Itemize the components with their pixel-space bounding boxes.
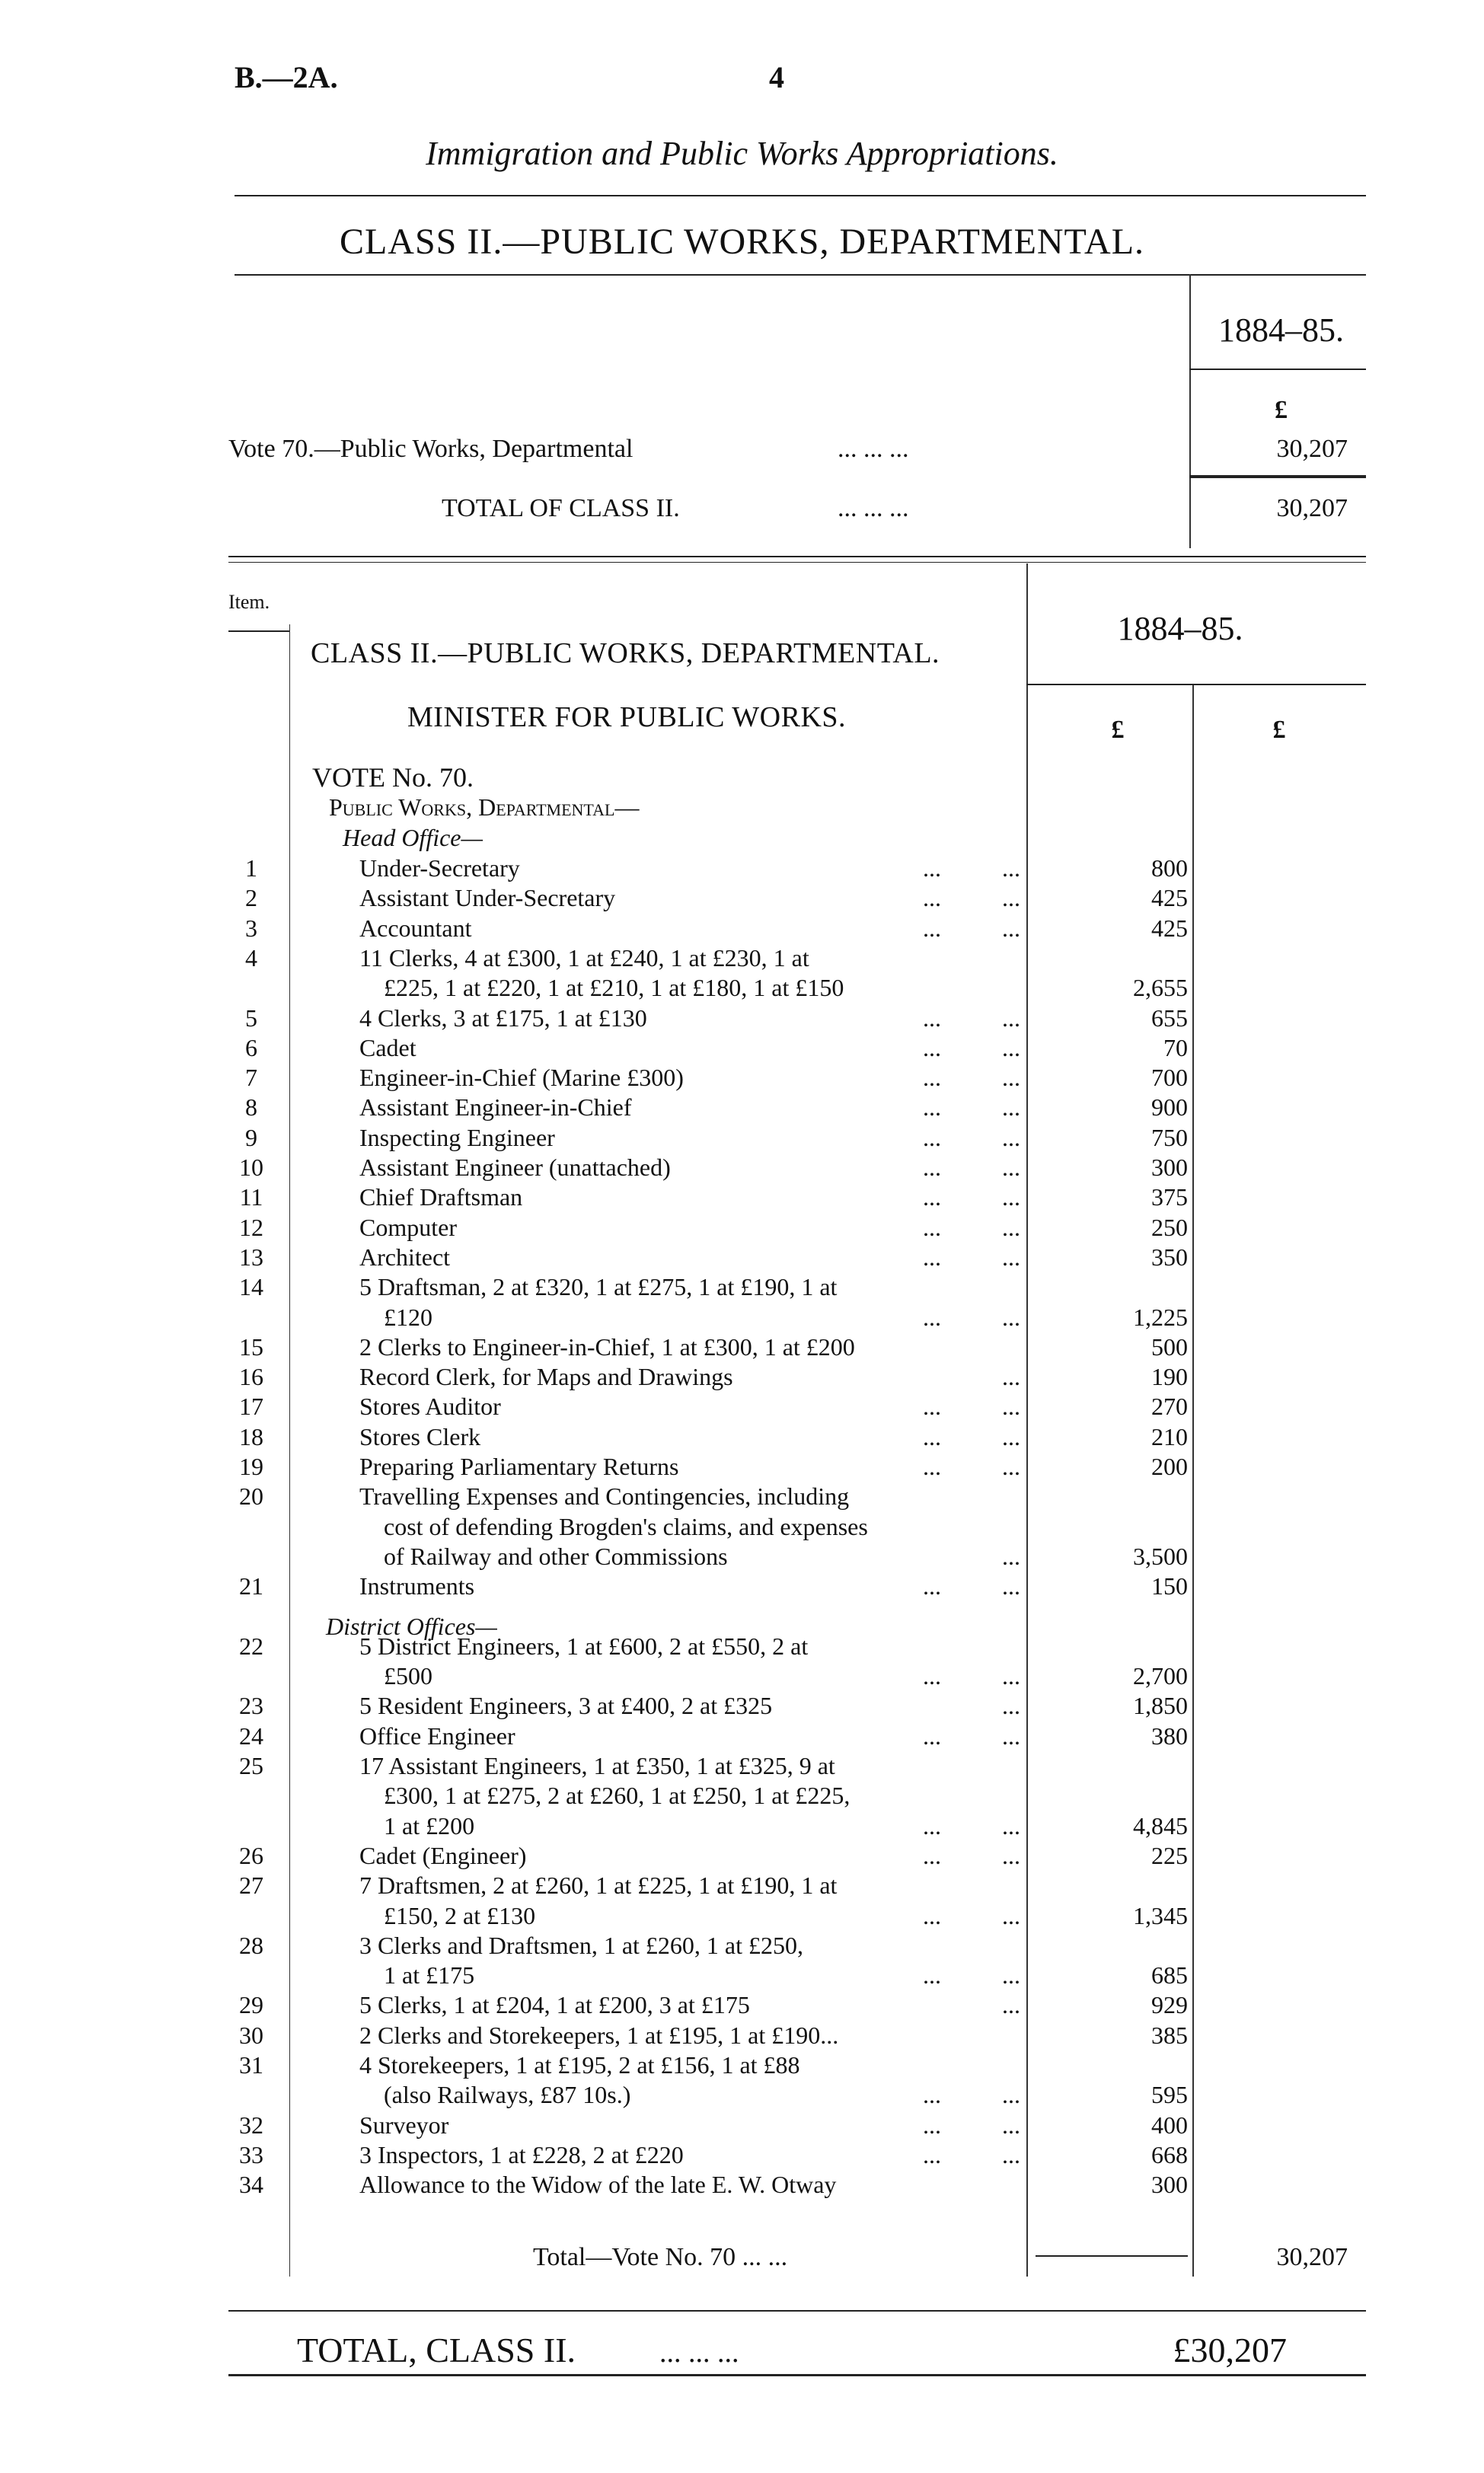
table-row <box>0 2110 1484 2140</box>
table-row <box>0 1481 1484 1511</box>
rule <box>1026 684 1366 685</box>
table-row <box>0 882 1484 913</box>
leader-dots: ... ... <box>923 1393 1020 1421</box>
leader-dots: ... ... <box>923 1722 1020 1750</box>
rule <box>1189 475 1366 478</box>
summary-vote-label: Vote 70.—Public Works, Departmental <box>228 435 633 463</box>
leader-dots: ... ... <box>923 884 1020 912</box>
item-amount: 685 <box>1151 1961 1188 1990</box>
table-row <box>0 1422 1484 1452</box>
item-description: of Railway and other Commissions <box>359 1542 728 1570</box>
total-vote-label: Total—Vote No. 70 ... ... <box>533 2243 788 2271</box>
item-number: 26 <box>239 1841 263 1869</box>
table-row <box>0 2020 1484 2050</box>
item-amount: 375 <box>1151 1183 1188 1211</box>
table-row <box>0 1690 1484 1721</box>
item-description: Office Engineer <box>359 1722 515 1750</box>
leader-dots: ... ... <box>923 854 1020 882</box>
item-number: 2 <box>245 884 257 912</box>
district-offices-heading: District Offices— <box>326 1613 497 1640</box>
item-description: 5 Draftsman, 2 at £320, 1 at £275, 1 at £190, 1 at <box>359 1273 838 1301</box>
item-description: Stores Auditor <box>359 1393 501 1421</box>
leader-dots: ... ... <box>923 2140 1020 2168</box>
table-row <box>0 1152 1484 1182</box>
item-description: Assistant Engineer (unattached) <box>359 1154 671 1181</box>
item-amount: 300 <box>1151 2171 1188 2199</box>
item-number: 14 <box>239 1273 263 1301</box>
item-number: 15 <box>239 1332 263 1361</box>
running-title: Immigration and Public Works Appropriations. <box>426 135 1058 172</box>
leader-dots: ... ... <box>923 1422 1020 1450</box>
vote-number: VOTE No. 70. <box>312 762 474 793</box>
item-amount: 500 <box>1151 1332 1188 1361</box>
item-number: 29 <box>239 1991 263 2019</box>
item-description: Assistant Under-Secretary <box>359 884 616 912</box>
item-description: 5 District Engineers, 1 at £600, 2 at £550, 2 at <box>359 1632 809 1660</box>
item-number: 11 <box>239 1183 263 1211</box>
item-amount: 70 <box>1163 1033 1188 1061</box>
leader-dots: ... ... <box>923 1064 1020 1092</box>
item-description: Computer <box>359 1213 457 1241</box>
item-number: 30 <box>239 2021 263 2049</box>
rule <box>235 195 1366 196</box>
rule <box>228 630 289 632</box>
grand-total-amount: £30,207 <box>1173 2331 1287 2369</box>
item-amount: 300 <box>1151 1154 1188 1181</box>
leader-dots: ... ... <box>923 1841 1020 1869</box>
leader-dots: ... ... <box>923 914 1020 942</box>
item-amount: 800 <box>1151 854 1188 882</box>
summary-total-label: TOTAL OF CLASS II. <box>442 494 680 522</box>
item-amount: 929 <box>1151 1991 1188 2019</box>
leader-dots: ... ... <box>923 1961 1020 1990</box>
summary-pound-sign: £ <box>1275 396 1288 424</box>
table-row <box>0 1571 1484 1601</box>
table-row <box>0 1631 1484 1661</box>
item-number: 10 <box>239 1154 263 1181</box>
item-amount: 750 <box>1151 1123 1188 1151</box>
leader-dots: ... ... <box>923 1243 1020 1271</box>
item-description: Chief Draftsman <box>359 1183 523 1211</box>
rule <box>228 2374 1366 2376</box>
item-amount: 425 <box>1151 914 1188 942</box>
item-amount: 1,850 <box>1133 1692 1188 1720</box>
table-row <box>0 2079 1484 2110</box>
pound-sign-col2: £ <box>1272 716 1286 744</box>
table-row <box>0 1272 1484 1302</box>
item-description: 1 at £200 <box>359 1811 475 1840</box>
table-row <box>0 1780 1484 1811</box>
table-row <box>0 2050 1484 2080</box>
table-row <box>0 1003 1484 1033</box>
leader-dots: ... ... <box>923 1303 1020 1331</box>
item-amount: 380 <box>1151 1722 1188 1750</box>
head-office-heading: Head Office— <box>343 824 483 851</box>
summary-total-amount: 30,207 <box>1276 494 1348 522</box>
item-number: 4 <box>245 943 257 972</box>
page-number: 4 <box>769 60 784 94</box>
item-amount: 668 <box>1151 2140 1188 2168</box>
leader-dots: ... ... <box>923 1662 1020 1690</box>
item-description: 17 Assistant Engineers, 1 at £350, 1 at £325, 9 at <box>359 1752 835 1779</box>
item-number: 9 <box>245 1123 257 1151</box>
table-row <box>0 1840 1484 1871</box>
table-row <box>0 1032 1484 1063</box>
pound-sign-col1: £ <box>1111 716 1125 744</box>
item-description: 5 Resident Engineers, 3 at £400, 2 at £325 <box>359 1692 773 1720</box>
item-number: 22 <box>239 1632 263 1660</box>
table-row <box>0 1511 1484 1542</box>
item-number: 24 <box>239 1722 263 1750</box>
summary-total-dots: ... ... ... <box>838 494 909 522</box>
leader-dots: ... ... <box>923 2081 1020 2109</box>
table-row <box>0 1451 1484 1482</box>
item-number: 23 <box>239 1692 263 1720</box>
table-row <box>0 1661 1484 1691</box>
minister-heading: MINISTER FOR PUBLIC WORKS. <box>407 701 847 733</box>
table-row <box>0 1092 1484 1122</box>
item-number: 7 <box>245 1064 257 1092</box>
item-amount: 190 <box>1151 1363 1188 1391</box>
table-row <box>0 1900 1484 1931</box>
rule <box>235 274 1366 276</box>
table-row <box>0 943 1484 973</box>
leader-dots: ... <box>1002 1991 1020 2019</box>
item-description: (also Railways, £87 10s.) <box>359 2081 631 2109</box>
leader-dots: ... ... <box>923 2111 1020 2139</box>
item-description: Record Clerk, for Maps and Drawings <box>359 1363 733 1391</box>
vote-subheading: Public Works, Departmental— <box>329 793 640 821</box>
item-number: 18 <box>239 1422 263 1450</box>
item-number: 16 <box>239 1363 263 1391</box>
item-amount: 270 <box>1151 1393 1188 1421</box>
item-number: 21 <box>239 1572 263 1600</box>
leader-dots: ... ... <box>923 1123 1020 1151</box>
item-number: 17 <box>239 1393 263 1421</box>
item-description: £225, 1 at £220, 1 at £210, 1 at £180, 1 at £150 <box>359 974 844 1002</box>
item-description: Cadet <box>359 1033 416 1061</box>
item-description: Preparing Parliamentary Returns <box>359 1453 679 1480</box>
item-amount: 4,845 <box>1133 1811 1188 1840</box>
item-amount: 655 <box>1151 1004 1188 1032</box>
table-row <box>0 1990 1484 2020</box>
item-number: 1 <box>245 854 257 882</box>
item-description: £120 <box>359 1303 432 1331</box>
item-amount: 385 <box>1151 2021 1188 2049</box>
item-number: 32 <box>239 2111 263 2139</box>
item-description: 5 Clerks, 1 at £204, 1 at £200, 3 at £175 <box>359 1991 750 2019</box>
leader-dots: ... <box>1002 1363 1020 1391</box>
item-amount: 2,655 <box>1133 974 1188 1002</box>
table-row <box>0 1302 1484 1332</box>
document-id: B.—2A. <box>235 60 338 94</box>
item-amount: 250 <box>1151 1213 1188 1241</box>
table-row <box>0 1750 1484 1781</box>
item-description: Instruments <box>359 1572 475 1600</box>
total-vote-amount: 30,207 <box>1276 2243 1348 2271</box>
table-row <box>0 1541 1484 1572</box>
item-number: 25 <box>239 1752 263 1779</box>
item-description: 4 Storekeepers, 1 at £195, 2 at £156, 1 at £88 <box>359 2051 800 2079</box>
leader-dots: ... ... <box>923 1901 1020 1929</box>
item-number: 3 <box>245 914 257 942</box>
item-description: 3 Inspectors, 1 at £228, 2 at £220 <box>359 2140 684 2168</box>
item-description: Travelling Expenses and Contingencies, including <box>359 1482 850 1511</box>
item-amount: 210 <box>1151 1422 1188 1450</box>
leader-dots: ... ... <box>923 1453 1020 1480</box>
item-amount: 425 <box>1151 884 1188 912</box>
table-row <box>0 1332 1484 1362</box>
item-amount: 3,500 <box>1133 1542 1188 1570</box>
table-row <box>0 1721 1484 1751</box>
item-amount: 1,225 <box>1133 1303 1188 1331</box>
table-row <box>0 2169 1484 2200</box>
item-amount: 200 <box>1151 1453 1188 1480</box>
item-description: 11 Clerks, 4 at £300, 1 at £240, 1 at £230, 1 at <box>359 943 809 972</box>
leader-dots: ... <box>1002 1692 1020 1720</box>
table-row <box>0 913 1484 943</box>
item-description: Surveyor <box>359 2111 449 2139</box>
item-number: 27 <box>239 1872 263 1900</box>
table-row <box>0 853 1484 883</box>
leader-dots: ... ... <box>923 1183 1020 1211</box>
item-description: £150, 2 at £130 <box>359 1901 536 1929</box>
item-description: Inspecting Engineer <box>359 1123 555 1151</box>
item-amount: 150 <box>1151 1572 1188 1600</box>
rule <box>228 556 1366 557</box>
item-number: 13 <box>239 1243 263 1271</box>
item-description: Engineer-in-Chief (Marine £300) <box>359 1064 684 1092</box>
table-row <box>0 972 1484 1003</box>
table-row <box>0 1930 1484 1961</box>
item-number: 31 <box>239 2051 263 2079</box>
item-amount: 595 <box>1151 2081 1188 2109</box>
leader-dots: ... ... <box>923 1004 1020 1032</box>
leader-dots: ... ... <box>923 1154 1020 1181</box>
leader-dots: ... ... <box>923 1033 1020 1061</box>
rule <box>1036 2255 1188 2257</box>
leader-dots: ... ... <box>923 1811 1020 1840</box>
table-row <box>0 1870 1484 1900</box>
item-description: cost of defending Brogden's claims, and expenses <box>359 1512 868 1540</box>
table-row <box>0 1361 1484 1392</box>
rule <box>1189 369 1366 370</box>
table-row <box>0 1122 1484 1153</box>
item-number: 28 <box>239 1931 263 1959</box>
item-number: 5 <box>245 1004 257 1032</box>
table-row <box>0 1811 1484 1841</box>
item-amount: 225 <box>1151 1841 1188 1869</box>
rule <box>228 2310 1366 2312</box>
table-row <box>0 1601 1484 1632</box>
item-description: Cadet (Engineer) <box>359 1841 527 1869</box>
item-description: 1 at £175 <box>359 1961 475 1990</box>
item-description: Stores Clerk <box>359 1422 481 1450</box>
grand-total-text: TOTAL, CLASS II. <box>297 2331 576 2369</box>
table-row <box>0 1960 1484 1990</box>
summary-vote-amount: 30,207 <box>1276 435 1348 463</box>
leader-dots: ... ... <box>923 1213 1020 1241</box>
item-description: Allowance to the Widow of the late E. W. Otway <box>359 2171 837 2199</box>
detail-class-title: CLASS II.—PUBLIC WORKS, DEPARTMENTAL. <box>311 637 940 669</box>
rule <box>228 562 1366 563</box>
table-row <box>0 1182 1484 1212</box>
grand-total-dots: ... ... ... <box>659 2337 739 2369</box>
item-description: 7 Draftsmen, 2 at £260, 1 at £225, 1 at £190, 1 at <box>359 1872 838 1900</box>
item-amount: 350 <box>1151 1243 1188 1271</box>
table-row <box>0 1391 1484 1422</box>
leader-dots: ... ... <box>923 1572 1020 1600</box>
item-number: 12 <box>239 1213 263 1241</box>
item-number: 20 <box>239 1482 263 1511</box>
item-description: Assistant Engineer-in-Chief <box>359 1093 632 1122</box>
table-row <box>0 2140 1484 2170</box>
item-description: 2 Clerks to Engineer-in-Chief, 1 at £300, 1 at £200 <box>359 1332 855 1361</box>
item-description: 4 Clerks, 3 at £175, 1 at £130 <box>359 1004 647 1032</box>
item-number: 19 <box>239 1453 263 1480</box>
column-divider <box>1189 274 1191 548</box>
leader-dots: ... ... <box>923 1093 1020 1122</box>
summary-year: 1884–85. <box>1218 311 1344 349</box>
detail-year: 1884–85. <box>1117 610 1243 647</box>
item-amount: 2,700 <box>1133 1662 1188 1690</box>
item-amount: 900 <box>1151 1093 1188 1122</box>
item-description: Architect <box>359 1243 451 1271</box>
item-description: Under-Secretary <box>359 854 520 882</box>
item-amount: 700 <box>1151 1064 1188 1092</box>
item-description: £500 <box>359 1662 432 1690</box>
table-row <box>0 1242 1484 1272</box>
item-amount: 400 <box>1151 2111 1188 2139</box>
item-number: 8 <box>245 1093 257 1122</box>
grand-total-label <box>297 2330 739 2370</box>
item-description: 2 Clerks and Storekeepers, 1 at £195, 1 at £190... <box>359 2021 839 2049</box>
item-description: £300, 1 at £275, 2 at £260, 1 at £250, 1 at £225, <box>359 1782 851 1810</box>
item-number: 34 <box>239 2171 263 2199</box>
item-number: 6 <box>245 1033 257 1061</box>
item-column-label: Item. <box>228 591 270 613</box>
table-row <box>0 1212 1484 1243</box>
summary-vote-dots: ... ... ... <box>838 435 909 463</box>
item-description: 3 Clerks and Draftsmen, 1 at £260, 1 at £250, <box>359 1931 803 1959</box>
item-description: Accountant <box>359 914 472 942</box>
table-row <box>0 1062 1484 1093</box>
leader-dots: ... <box>1002 1542 1020 1570</box>
item-number: 33 <box>239 2140 263 2168</box>
summary-class-title: CLASS II.—PUBLIC WORKS, DEPARTMENTAL. <box>339 222 1145 262</box>
item-amount: 1,345 <box>1133 1901 1188 1929</box>
